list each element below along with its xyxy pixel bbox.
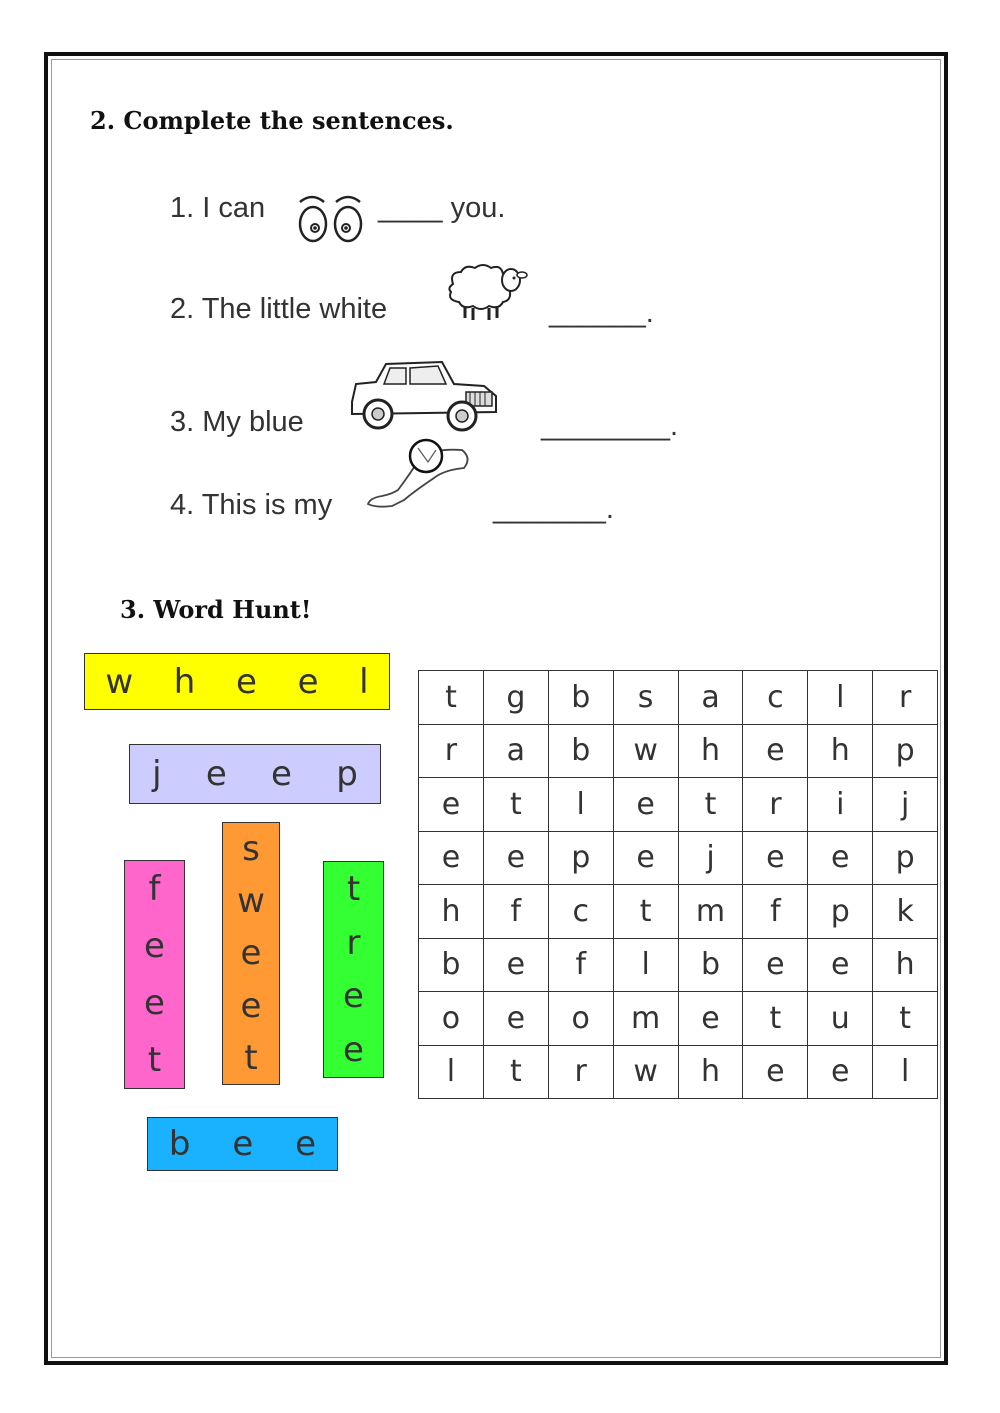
grid-cell[interactable]: l	[548, 778, 613, 832]
grid-cell[interactable]: e	[743, 724, 808, 778]
strip-letter: t	[346, 868, 361, 909]
grid-cell[interactable]: a	[483, 724, 548, 778]
grid-cell[interactable]: t	[613, 885, 678, 939]
grid-cell[interactable]: p	[873, 831, 938, 885]
grid-cell[interactable]: e	[808, 938, 873, 992]
grid-cell[interactable]: s	[613, 671, 678, 725]
strip-letter: p	[336, 754, 358, 794]
strip-letter: e	[343, 1030, 364, 1071]
grid-cell[interactable]: b	[548, 671, 613, 725]
grid-cell[interactable]: t	[678, 778, 743, 832]
word-strip-sweet	[222, 822, 280, 1085]
grid-cell[interactable]: f	[743, 885, 808, 939]
sentence-3-blank[interactable]: ________.	[541, 410, 679, 442]
grid-cell[interactable]: t	[743, 992, 808, 1046]
grid-cell[interactable]: w	[613, 724, 678, 778]
strip-letter: e	[343, 976, 364, 1017]
grid-row	[419, 778, 938, 832]
grid-cell[interactable]: h	[678, 724, 743, 778]
grid-cell[interactable]: j	[873, 778, 938, 832]
sentence-1-text: 1. I can	[170, 192, 266, 224]
grid-cell[interactable]: e	[419, 778, 484, 832]
grid-row	[419, 1045, 938, 1099]
grid-cell[interactable]: t	[483, 778, 548, 832]
strip-letter: w	[105, 661, 134, 702]
strip-letter: e	[297, 661, 319, 702]
strip-letter: e	[240, 985, 262, 1026]
grid-cell[interactable]: e	[483, 938, 548, 992]
grid-row	[419, 885, 938, 939]
grid-cell[interactable]: h	[808, 724, 873, 778]
grid-cell[interactable]: l	[873, 1045, 938, 1099]
grid-cell[interactable]: o	[548, 992, 613, 1046]
strip-letter: e	[240, 933, 262, 974]
strip-letter: f	[148, 869, 161, 910]
eyes-picture	[292, 192, 370, 244]
word-strip-wheel	[84, 653, 390, 710]
grid-cell[interactable]: p	[873, 724, 938, 778]
grid-cell[interactable]: u	[808, 992, 873, 1046]
grid-cell[interactable]: e	[483, 831, 548, 885]
grid-cell[interactable]: m	[613, 992, 678, 1046]
grid-row	[419, 724, 938, 778]
strip-letter: l	[359, 661, 369, 702]
strip-letter: b	[168, 1124, 191, 1164]
grid-cell[interactable]: k	[873, 885, 938, 939]
grid-cell[interactable]: e	[613, 778, 678, 832]
word-strip-feet	[124, 860, 185, 1089]
grid-cell[interactable]: e	[808, 1045, 873, 1099]
sheep-picture	[443, 262, 529, 324]
grid-cell[interactable]: e	[483, 992, 548, 1046]
sentence-2-blank[interactable]: ______.	[549, 297, 654, 329]
grid-cell[interactable]: e	[743, 831, 808, 885]
word-search-grid	[418, 670, 938, 1099]
word-strip-jeep	[129, 744, 381, 804]
grid-cell[interactable]: g	[483, 671, 548, 725]
grid-row	[419, 992, 938, 1046]
grid-cell[interactable]: b	[678, 938, 743, 992]
grid-cell[interactable]: r	[873, 671, 938, 725]
grid-cell[interactable]: p	[548, 831, 613, 885]
strip-letter: r	[346, 922, 361, 963]
strip-letter: w	[237, 881, 265, 922]
sentence-4-blank[interactable]: _______.	[493, 493, 614, 525]
grid-cell[interactable]: r	[419, 724, 484, 778]
grid-cell[interactable]: h	[678, 1045, 743, 1099]
grid-cell[interactable]: m	[678, 885, 743, 939]
sentence-2-text: 2. The little white	[170, 293, 388, 325]
grid-cell[interactable]: b	[548, 724, 613, 778]
grid-cell[interactable]: e	[743, 938, 808, 992]
grid-cell[interactable]: t	[873, 992, 938, 1046]
grid-cell[interactable]: l	[613, 938, 678, 992]
grid-cell[interactable]: c	[743, 671, 808, 725]
grid-row	[419, 938, 938, 992]
strip-letter: e	[205, 754, 227, 794]
strip-letter: s	[242, 829, 260, 870]
strip-letter: e	[236, 661, 257, 702]
grid-cell[interactable]: t	[419, 671, 484, 725]
strip-letter: e	[232, 1124, 254, 1164]
word-strip-bee	[147, 1117, 338, 1171]
grid-cell[interactable]: r	[548, 1045, 613, 1099]
grid-cell[interactable]: t	[483, 1045, 548, 1099]
strip-letter: t	[147, 1039, 162, 1080]
word-strip-tree	[323, 861, 384, 1078]
strip-letter: t	[244, 1037, 258, 1078]
strip-letter: h	[173, 661, 196, 702]
grid-row	[419, 831, 938, 885]
grid-cell[interactable]: a	[678, 671, 743, 725]
jeep-picture	[346, 358, 502, 434]
grid-cell[interactable]: e	[808, 831, 873, 885]
grid-row	[419, 671, 938, 725]
grid-cell[interactable]: i	[808, 778, 873, 832]
grid-cell[interactable]: e	[613, 831, 678, 885]
strip-letter: e	[271, 754, 292, 794]
grid-cell[interactable]: f	[483, 885, 548, 939]
sentence-4-text: 4. This is my	[170, 489, 333, 521]
knee-picture	[364, 434, 476, 520]
grid-cell[interactable]: e	[419, 831, 484, 885]
grid-cell[interactable]: w	[613, 1045, 678, 1099]
sentence-1-blank[interactable]: ____ you.	[378, 192, 506, 224]
grid-cell[interactable]: e	[743, 1045, 808, 1099]
grid-cell[interactable]: l	[808, 671, 873, 725]
strip-letter: j	[152, 754, 162, 794]
sentence-3-text: 3. My blue	[170, 406, 304, 438]
strip-letter: e	[144, 982, 165, 1023]
grid-cell[interactable]: p	[808, 885, 873, 939]
grid-cell[interactable]: o	[419, 992, 484, 1046]
grid-cell[interactable]: e	[678, 992, 743, 1046]
grid-cell[interactable]: l	[419, 1045, 484, 1099]
section-3-heading: 3. Word Hunt!	[120, 595, 312, 624]
section-2-heading: 2. Complete the sentences.	[90, 106, 454, 135]
grid-cell[interactable]: f	[548, 938, 613, 992]
strip-letter: e	[144, 926, 165, 967]
grid-cell[interactable]: c	[548, 885, 613, 939]
grid-cell[interactable]: j	[678, 831, 743, 885]
grid-cell[interactable]: h	[419, 885, 484, 939]
grid-cell[interactable]: b	[419, 938, 484, 992]
grid-cell[interactable]: r	[743, 778, 808, 832]
grid-cell[interactable]: h	[873, 938, 938, 992]
strip-letter: e	[295, 1124, 317, 1164]
